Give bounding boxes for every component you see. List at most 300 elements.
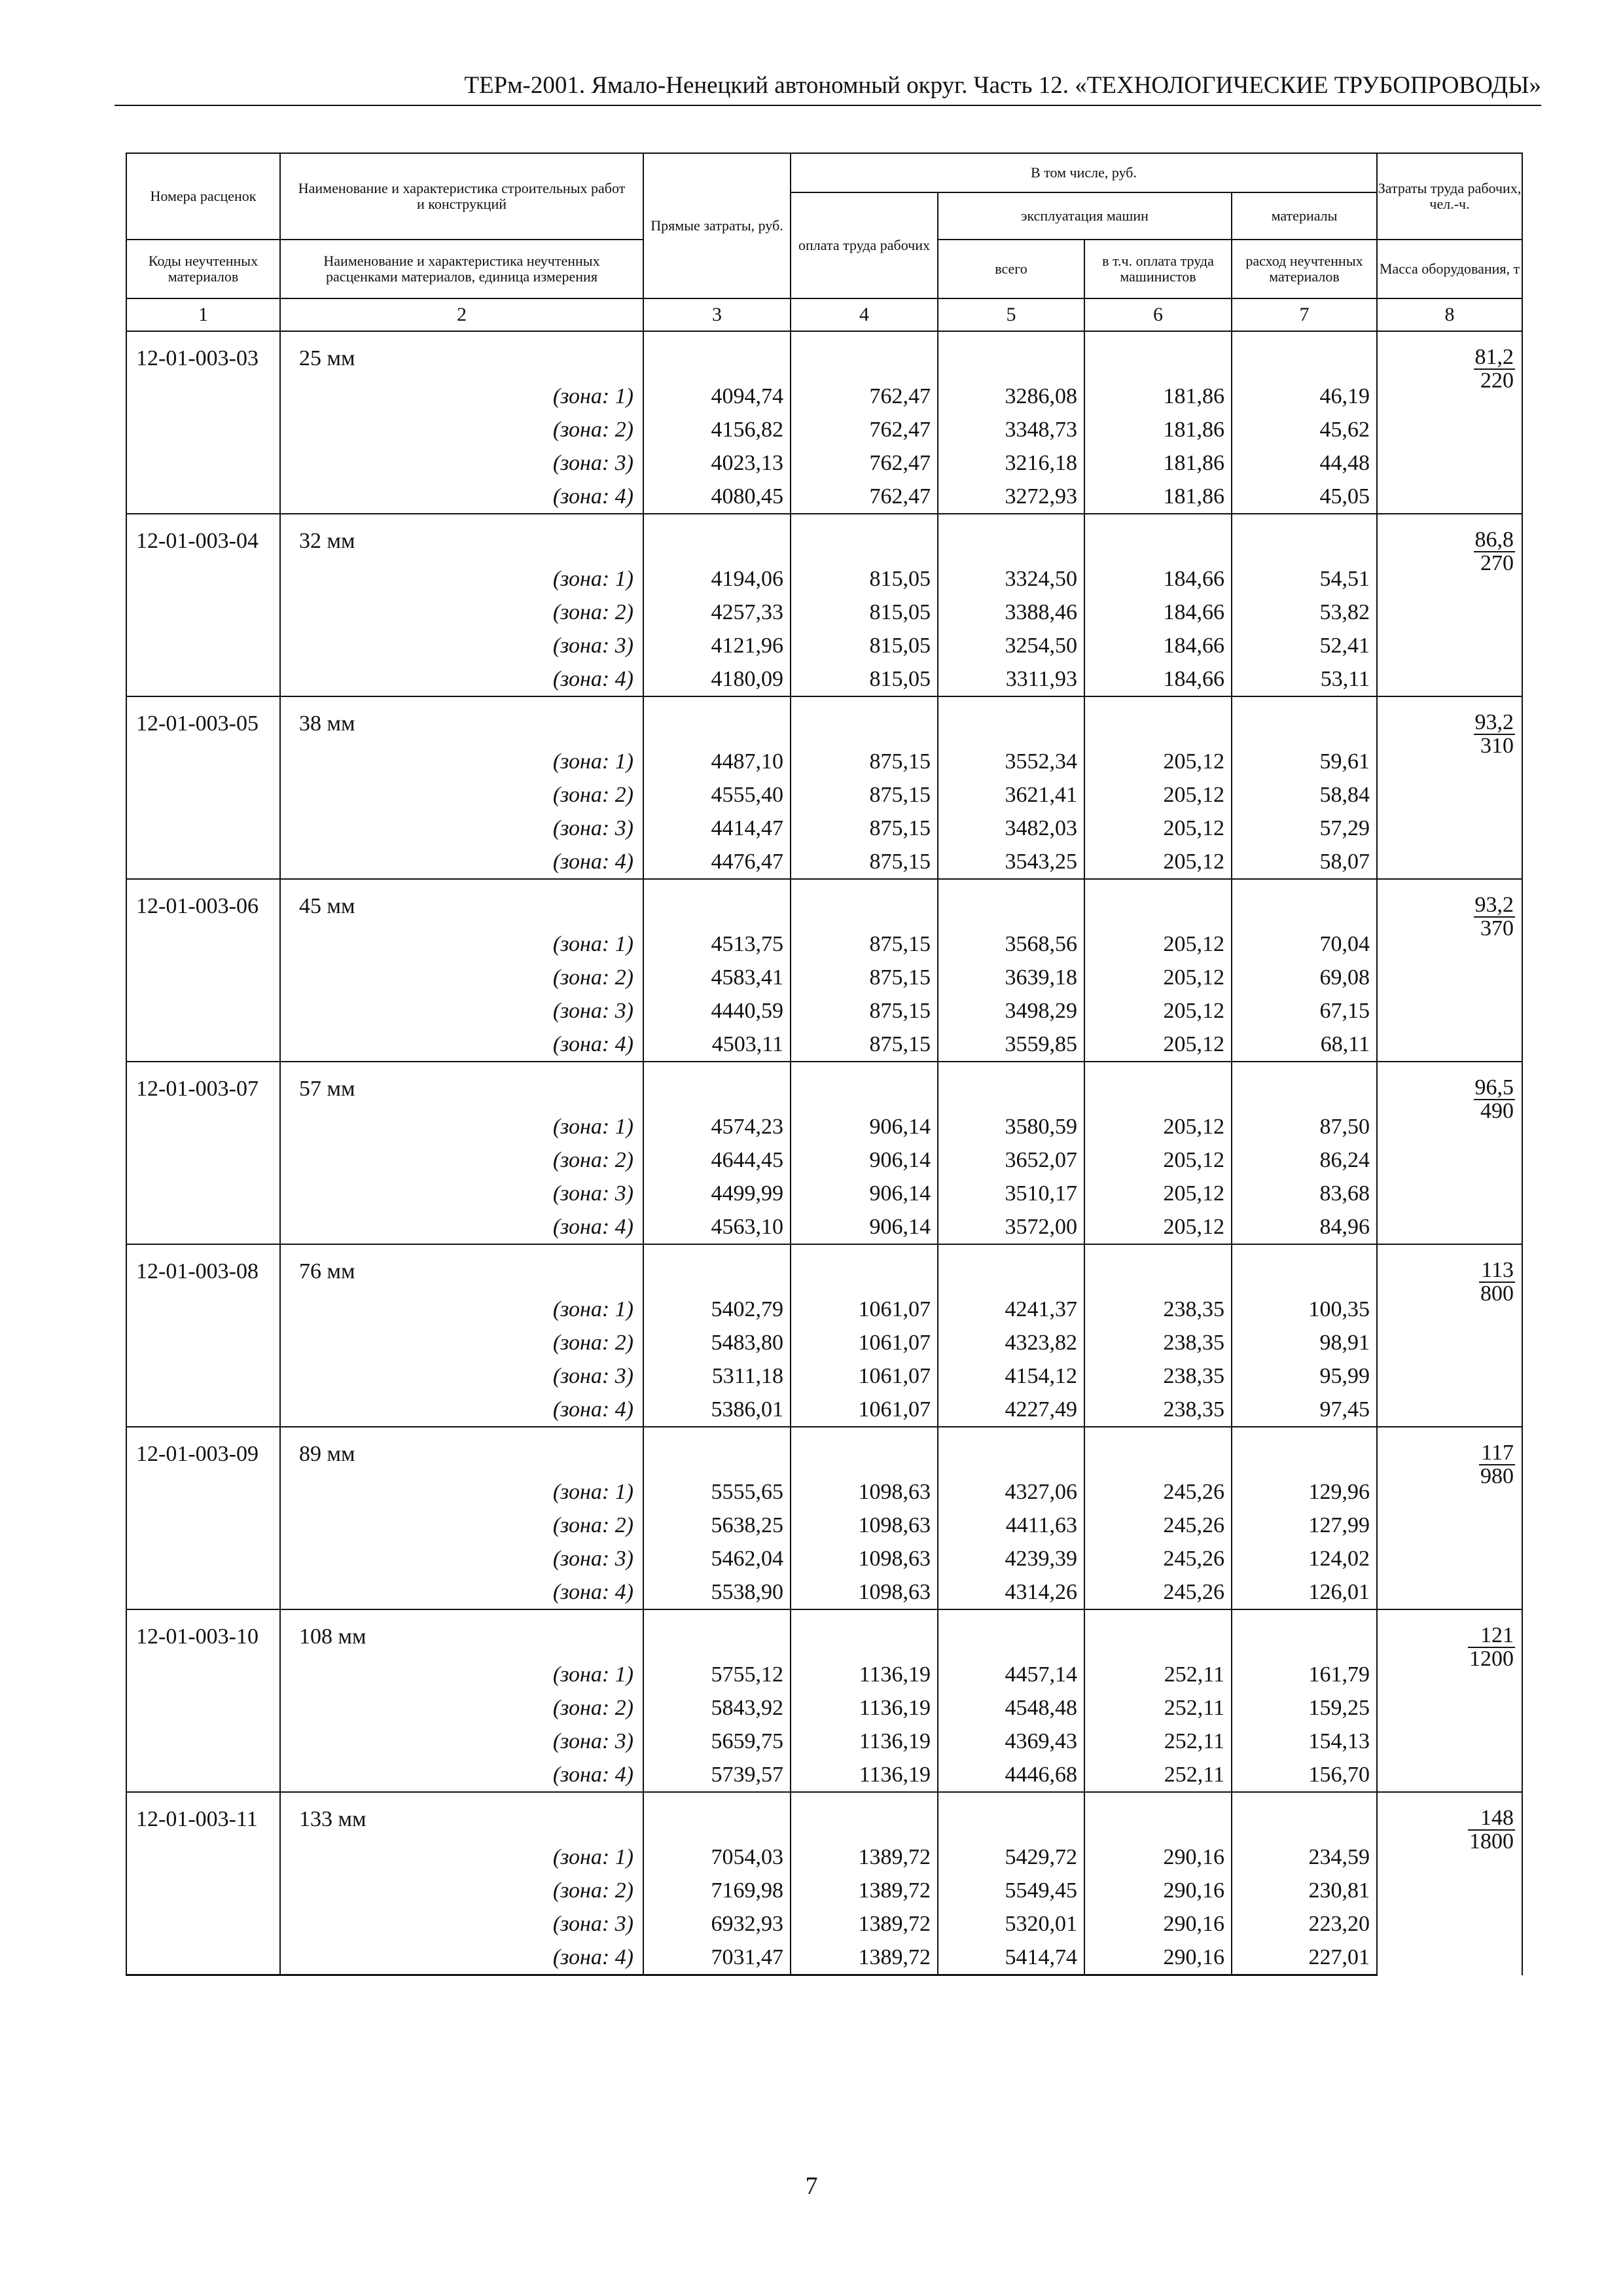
page-header	[115, 71, 1541, 106]
empty-cell	[126, 1658, 280, 1691]
worker-pay-value: 875,15	[791, 812, 938, 845]
machinist-pay-value: 238,35	[1084, 1359, 1232, 1393]
header-material-consumption: расход неучтенных материалов	[1232, 240, 1377, 298]
worker-pay-value: 1136,19	[791, 1758, 938, 1792]
direct-cost-value: 4513,75	[643, 927, 791, 961]
rate-name: 108 мм	[280, 1609, 643, 1658]
machines-total-value: 3639,18	[938, 961, 1084, 994]
empty-cell	[126, 1028, 280, 1062]
machines-total-value: 4327,06	[938, 1475, 1084, 1509]
empty-cell	[1232, 331, 1377, 380]
zone-label: (зона: 4)	[280, 1575, 643, 1609]
materials-value: 58,84	[1232, 778, 1377, 812]
machinist-pay-value: 184,66	[1084, 629, 1232, 662]
zone-row	[126, 1725, 1522, 1758]
zone-row	[126, 1509, 1522, 1542]
worker-pay-value: 875,15	[791, 961, 938, 994]
rate-name: 76 мм	[280, 1244, 643, 1293]
materials-value: 45,05	[1232, 480, 1377, 514]
rate-code: 12-01-003-04	[126, 514, 280, 562]
empty-cell	[1084, 879, 1232, 927]
empty-cell	[126, 1509, 280, 1542]
column-number: 5	[938, 298, 1084, 331]
machines-total-value: 3580,59	[938, 1110, 1084, 1143]
labor-mass-fraction	[1377, 514, 1522, 696]
zone-row	[126, 1542, 1522, 1575]
direct-cost-value: 5483,80	[643, 1326, 791, 1359]
machines-total-value: 4154,12	[938, 1359, 1084, 1393]
machines-total-value: 4227,49	[938, 1393, 1084, 1427]
equipment-mass: 370	[1480, 916, 1514, 941]
zone-row	[126, 413, 1522, 446]
empty-cell	[1232, 1792, 1377, 1840]
empty-cell	[938, 1062, 1084, 1110]
zone-label: (зона: 4)	[280, 1028, 643, 1062]
zone-row	[126, 1210, 1522, 1244]
zone-row	[126, 1359, 1522, 1393]
empty-cell	[126, 1691, 280, 1725]
direct-cost-value: 4080,45	[643, 480, 791, 514]
empty-cell	[126, 845, 280, 879]
empty-cell	[1084, 331, 1232, 380]
machines-total-value: 3621,41	[938, 778, 1084, 812]
machines-total-value: 3216,18	[938, 446, 1084, 480]
direct-cost-value: 5638,25	[643, 1509, 791, 1542]
empty-cell	[1084, 696, 1232, 745]
materials-value: 156,70	[1232, 1758, 1377, 1792]
zone-label: (зона: 2)	[280, 1326, 643, 1359]
materials-value: 53,82	[1232, 596, 1377, 629]
empty-cell	[791, 1792, 938, 1840]
rate-group-title-row	[126, 1244, 1522, 1293]
direct-cost-value: 6932,93	[643, 1907, 791, 1941]
direct-cost-value: 4583,41	[643, 961, 791, 994]
empty-cell	[126, 446, 280, 480]
zone-label: (зона: 3)	[280, 1359, 643, 1393]
labor-hours: 86,8	[1474, 528, 1514, 552]
direct-cost-value: 4555,40	[643, 778, 791, 812]
labor-hours: 96,5	[1474, 1075, 1514, 1100]
zone-row	[126, 845, 1522, 879]
fraction	[1479, 1259, 1515, 1305]
zone-label: (зона: 4)	[280, 480, 643, 514]
zone-row	[126, 1758, 1522, 1792]
empty-cell	[938, 1609, 1084, 1658]
zone-row	[126, 596, 1522, 629]
zone-row	[126, 1941, 1522, 1975]
worker-pay-value: 1098,63	[791, 1542, 938, 1575]
rate-code: 12-01-003-07	[126, 1062, 280, 1110]
rate-name: 133 мм	[280, 1792, 643, 1840]
worker-pay-value: 815,05	[791, 596, 938, 629]
empty-cell	[643, 879, 791, 927]
empty-cell	[643, 1792, 791, 1840]
worker-pay-value: 1061,07	[791, 1359, 938, 1393]
empty-cell	[1084, 1609, 1232, 1658]
empty-cell	[126, 1475, 280, 1509]
materials-value: 95,99	[1232, 1359, 1377, 1393]
equipment-mass: 220	[1480, 368, 1514, 393]
header-materials: материалы	[1232, 192, 1377, 240]
labor-hours: 121	[1468, 1624, 1515, 1648]
empty-cell	[1232, 1609, 1377, 1658]
rate-name: 45 мм	[280, 879, 643, 927]
worker-pay-value: 906,14	[791, 1177, 938, 1210]
empty-cell	[791, 879, 938, 927]
zone-row	[126, 927, 1522, 961]
empty-cell	[126, 380, 280, 413]
empty-cell	[791, 1244, 938, 1293]
empty-cell	[126, 1393, 280, 1427]
zone-label: (зона: 3)	[280, 1177, 643, 1210]
rate-group-title-row	[126, 514, 1522, 562]
worker-pay-value: 1389,72	[791, 1840, 938, 1874]
direct-cost-value: 5386,01	[643, 1393, 791, 1427]
zone-label: (зона: 4)	[280, 1941, 643, 1975]
materials-value: 124,02	[1232, 1542, 1377, 1575]
worker-pay-value: 1061,07	[791, 1326, 938, 1359]
machinist-pay-value: 205,12	[1084, 1028, 1232, 1062]
zone-row	[126, 1575, 1522, 1609]
empty-cell	[126, 1359, 280, 1393]
empty-cell	[791, 1062, 938, 1110]
header-machines: эксплуатация машин	[938, 192, 1232, 240]
labor-hours: 117	[1479, 1442, 1515, 1465]
machines-total-value: 3568,56	[938, 927, 1084, 961]
empty-cell	[126, 1326, 280, 1359]
zone-row	[126, 1177, 1522, 1210]
worker-pay-value: 1098,63	[791, 1575, 938, 1609]
worker-pay-value: 906,14	[791, 1110, 938, 1143]
rate-name: 25 мм	[280, 331, 643, 380]
direct-cost-value: 4094,74	[643, 380, 791, 413]
machinist-pay-value: 205,12	[1084, 1110, 1232, 1143]
zone-row	[126, 1028, 1522, 1062]
zone-row	[126, 1691, 1522, 1725]
materials-value: 129,96	[1232, 1475, 1377, 1509]
fraction	[1474, 894, 1516, 940]
worker-pay-value: 815,05	[791, 629, 938, 662]
rate-group-title-row	[126, 696, 1522, 745]
zone-row	[126, 1393, 1522, 1427]
worker-pay-value: 1136,19	[791, 1658, 938, 1691]
empty-cell	[938, 514, 1084, 562]
empty-cell	[126, 961, 280, 994]
materials-value: 53,11	[1232, 662, 1377, 696]
empty-cell	[126, 1542, 280, 1575]
zone-label: (зона: 3)	[280, 1907, 643, 1941]
direct-cost-value: 5659,75	[643, 1725, 791, 1758]
empty-cell	[126, 480, 280, 514]
empty-cell	[126, 1210, 280, 1244]
zone-row	[126, 961, 1522, 994]
empty-cell	[1232, 514, 1377, 562]
empty-cell	[126, 1293, 280, 1326]
empty-cell	[938, 331, 1084, 380]
zone-label: (зона: 3)	[280, 994, 643, 1028]
zone-label: (зона: 2)	[280, 1874, 643, 1907]
table-header	[126, 153, 1522, 331]
machines-total-value: 3572,00	[938, 1210, 1084, 1244]
direct-cost-value: 4257,33	[643, 596, 791, 629]
materials-value: 98,91	[1232, 1326, 1377, 1359]
empty-cell	[126, 1941, 280, 1975]
fraction	[1479, 1442, 1515, 1488]
materials-value: 84,96	[1232, 1210, 1377, 1244]
worker-pay-value: 815,05	[791, 562, 938, 596]
zone-label: (зона: 4)	[280, 662, 643, 696]
header-material-codes: Коды неучтенных материалов	[126, 240, 280, 298]
machines-total-value: 4323,82	[938, 1326, 1084, 1359]
zone-row	[126, 1293, 1522, 1326]
direct-cost-value: 4499,99	[643, 1177, 791, 1210]
direct-cost-value: 4476,47	[643, 845, 791, 879]
materials-value: 54,51	[1232, 562, 1377, 596]
zone-label: (зона: 1)	[280, 562, 643, 596]
zone-row	[126, 812, 1522, 845]
zone-row	[126, 1840, 1522, 1874]
direct-cost-value: 5402,79	[643, 1293, 791, 1326]
machines-total-value: 4411,63	[938, 1509, 1084, 1542]
zone-row	[126, 1143, 1522, 1177]
zone-label: (зона: 4)	[280, 845, 643, 879]
worker-pay-value: 1389,72	[791, 1874, 938, 1907]
worker-pay-value: 762,47	[791, 480, 938, 514]
rate-code: 12-01-003-03	[126, 331, 280, 380]
empty-cell	[126, 745, 280, 778]
column-number: 3	[643, 298, 791, 331]
machines-total-value: 5320,01	[938, 1907, 1084, 1941]
worker-pay-value: 875,15	[791, 745, 938, 778]
materials-value: 68,11	[1232, 1028, 1377, 1062]
machines-total-value: 5414,74	[938, 1941, 1084, 1975]
rate-group-title-row	[126, 1792, 1522, 1840]
direct-cost-value: 7169,98	[643, 1874, 791, 1907]
empty-cell	[126, 1907, 280, 1941]
machines-total-value: 3348,73	[938, 413, 1084, 446]
materials-value: 87,50	[1232, 1110, 1377, 1143]
machinist-pay-value: 290,16	[1084, 1941, 1232, 1975]
fraction	[1474, 1077, 1516, 1122]
equipment-mass: 1800	[1469, 1829, 1514, 1854]
materials-value: 57,29	[1232, 812, 1377, 845]
materials-value: 127,99	[1232, 1509, 1377, 1542]
zone-row	[126, 1475, 1522, 1509]
worker-pay-value: 906,14	[791, 1210, 938, 1244]
fraction	[1474, 346, 1516, 392]
machines-total-value: 5429,72	[938, 1840, 1084, 1874]
machines-total-value: 3254,50	[938, 629, 1084, 662]
rate-code: 12-01-003-05	[126, 696, 280, 745]
empty-cell	[126, 629, 280, 662]
materials-value: 83,68	[1232, 1177, 1377, 1210]
empty-cell	[643, 1062, 791, 1110]
machinist-pay-value: 245,26	[1084, 1509, 1232, 1542]
empty-cell	[791, 331, 938, 380]
direct-cost-value: 4194,06	[643, 562, 791, 596]
rate-group-title-row	[126, 879, 1522, 927]
rate-code: 12-01-003-10	[126, 1609, 280, 1658]
empty-cell	[643, 331, 791, 380]
worker-pay-value: 1061,07	[791, 1293, 938, 1326]
empty-cell	[1084, 1062, 1232, 1110]
rate-name: 57 мм	[280, 1062, 643, 1110]
materials-value: 154,13	[1232, 1725, 1377, 1758]
equipment-mass: 490	[1480, 1099, 1514, 1123]
labor-mass-fraction	[1377, 696, 1522, 879]
rate-group-title-row	[126, 1062, 1522, 1110]
zone-label: (зона: 1)	[280, 745, 643, 778]
empty-cell	[1232, 1244, 1377, 1293]
worker-pay-value: 815,05	[791, 662, 938, 696]
machines-total-value: 3311,93	[938, 662, 1084, 696]
machinist-pay-value: 205,12	[1084, 745, 1232, 778]
zone-label: (зона: 4)	[280, 1210, 643, 1244]
column-number: 8	[1377, 298, 1522, 331]
empty-cell	[643, 1244, 791, 1293]
machines-total-value: 3552,34	[938, 745, 1084, 778]
header-rate-numbers: Номера расценок	[126, 153, 280, 240]
zone-row	[126, 1658, 1522, 1691]
header-machines-total: всего	[938, 240, 1084, 298]
worker-pay-value: 1389,72	[791, 1907, 938, 1941]
zone-row	[126, 380, 1522, 413]
empty-cell	[643, 696, 791, 745]
worker-pay-value: 1136,19	[791, 1691, 938, 1725]
column-number: 2	[280, 298, 643, 331]
machinist-pay-value: 238,35	[1084, 1293, 1232, 1326]
empty-cell	[1232, 1062, 1377, 1110]
machinist-pay-value: 205,12	[1084, 1143, 1232, 1177]
document-title: ТЕРм-2001. Ямало-Ненецкий автономный округ. Часть 12. «ТЕХНОЛОГИЧЕСКИЕ ТРУБОПРОВОДЫ»	[464, 72, 1541, 99]
direct-cost-value: 4563,10	[643, 1210, 791, 1244]
empty-cell	[126, 1725, 280, 1758]
direct-cost-value: 5555,65	[643, 1475, 791, 1509]
worker-pay-value: 762,47	[791, 380, 938, 413]
empty-cell	[791, 696, 938, 745]
empty-cell	[126, 1575, 280, 1609]
empty-cell	[643, 1427, 791, 1475]
direct-cost-value: 5739,57	[643, 1758, 791, 1792]
empty-cell	[1232, 1427, 1377, 1475]
zone-label: (зона: 2)	[280, 961, 643, 994]
worker-pay-value: 1098,63	[791, 1475, 938, 1509]
empty-cell	[126, 812, 280, 845]
zone-label: (зона: 3)	[280, 446, 643, 480]
machinist-pay-value: 205,12	[1084, 1210, 1232, 1244]
direct-cost-value: 4414,47	[643, 812, 791, 845]
zone-label: (зона: 2)	[280, 413, 643, 446]
rate-code: 12-01-003-09	[126, 1427, 280, 1475]
machinist-pay-value: 245,26	[1084, 1542, 1232, 1575]
zone-label: (зона: 1)	[280, 1110, 643, 1143]
column-number: 7	[1232, 298, 1377, 331]
machinist-pay-value: 181,86	[1084, 446, 1232, 480]
fraction	[1474, 529, 1516, 575]
equipment-mass: 1200	[1469, 1647, 1514, 1671]
machines-total-value: 3388,46	[938, 596, 1084, 629]
materials-value: 97,45	[1232, 1393, 1377, 1427]
machines-total-value: 4241,37	[938, 1293, 1084, 1326]
price-table	[126, 152, 1523, 1976]
worker-pay-value: 875,15	[791, 927, 938, 961]
rate-group-title-row	[126, 1609, 1522, 1658]
machines-total-value: 4314,26	[938, 1575, 1084, 1609]
materials-value: 69,08	[1232, 961, 1377, 994]
empty-cell	[126, 994, 280, 1028]
empty-cell	[126, 778, 280, 812]
labor-mass-fraction	[1377, 1244, 1522, 1427]
materials-value: 230,81	[1232, 1874, 1377, 1907]
machinist-pay-value: 252,11	[1084, 1691, 1232, 1725]
machinist-pay-value: 205,12	[1084, 961, 1232, 994]
machinist-pay-value: 290,16	[1084, 1840, 1232, 1874]
materials-value: 100,35	[1232, 1293, 1377, 1326]
machines-total-value: 3482,03	[938, 812, 1084, 845]
worker-pay-value: 762,47	[791, 413, 938, 446]
labor-mass-fraction	[1377, 1609, 1522, 1792]
column-number: 6	[1084, 298, 1232, 331]
worker-pay-value: 875,15	[791, 778, 938, 812]
machinist-pay-value: 238,35	[1084, 1326, 1232, 1359]
worker-pay-value: 875,15	[791, 994, 938, 1028]
empty-cell	[938, 1244, 1084, 1293]
empty-cell	[938, 1427, 1084, 1475]
machines-total-value: 5549,45	[938, 1874, 1084, 1907]
empty-cell	[938, 879, 1084, 927]
machines-total-value: 4548,48	[938, 1691, 1084, 1725]
empty-cell	[126, 1874, 280, 1907]
zone-row	[126, 1907, 1522, 1941]
materials-value: 45,62	[1232, 413, 1377, 446]
zone-row	[126, 480, 1522, 514]
header-material-names: Наименование и характеристика неучтенных расценками материалов, единица измерения	[280, 240, 643, 298]
worker-pay-value: 1389,72	[791, 1941, 938, 1975]
header-worker-pay: оплата труда рабочих	[791, 192, 938, 298]
zone-label: (зона: 1)	[280, 927, 643, 961]
machines-total-value: 3498,29	[938, 994, 1084, 1028]
header-including: В том числе, руб.	[791, 153, 1377, 192]
zone-label: (зона: 1)	[280, 380, 643, 413]
direct-cost-value: 5538,90	[643, 1575, 791, 1609]
header-equipment-mass: Масса оборудования, т	[1377, 240, 1522, 298]
zone-label: (зона: 3)	[280, 1542, 643, 1575]
machines-total-value: 3286,08	[938, 380, 1084, 413]
machines-total-value: 3559,85	[938, 1028, 1084, 1062]
machinist-pay-value: 290,16	[1084, 1874, 1232, 1907]
header-work-name: Наименование и характеристика строительных работ и конструкций	[280, 153, 643, 240]
direct-cost-value: 4440,59	[643, 994, 791, 1028]
empty-cell	[1084, 1427, 1232, 1475]
empty-cell	[1232, 696, 1377, 745]
empty-cell	[643, 1609, 791, 1658]
machinist-pay-value: 245,26	[1084, 1575, 1232, 1609]
labor-hours: 113	[1479, 1259, 1515, 1283]
zone-label: (зона: 2)	[280, 1691, 643, 1725]
empty-cell	[126, 413, 280, 446]
empty-cell	[938, 1792, 1084, 1840]
fraction	[1468, 1807, 1515, 1853]
direct-cost-value: 5311,18	[643, 1359, 791, 1393]
materials-value: 159,25	[1232, 1691, 1377, 1725]
empty-cell	[791, 1609, 938, 1658]
rate-group-title-row	[126, 331, 1522, 380]
fraction	[1468, 1624, 1515, 1670]
empty-cell	[938, 696, 1084, 745]
empty-cell	[1084, 1792, 1232, 1840]
machinist-pay-value: 205,12	[1084, 812, 1232, 845]
empty-cell	[126, 927, 280, 961]
